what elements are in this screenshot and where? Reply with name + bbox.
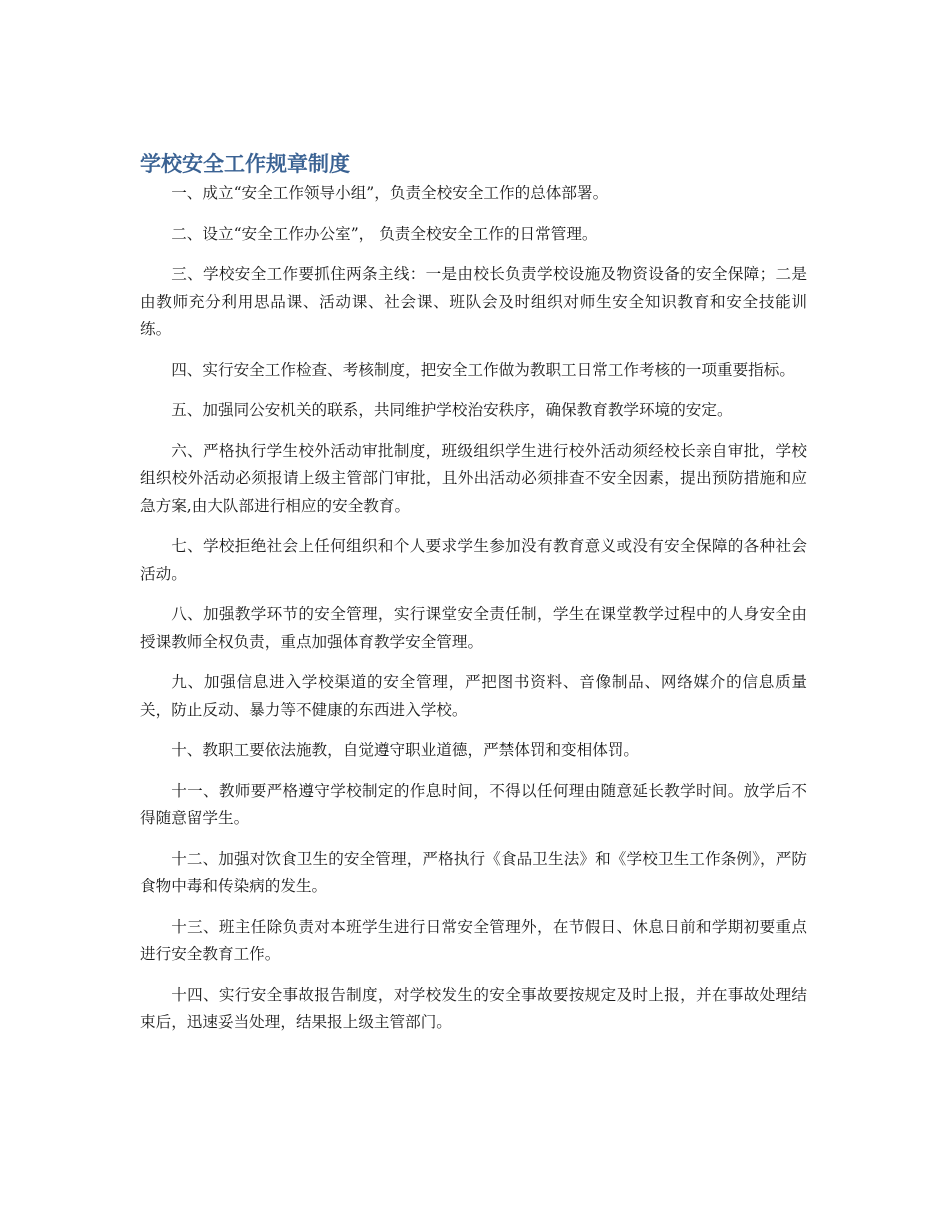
paragraph-11: 十一、教师要严格遵守学校制定的作息时间，不得以任何理由随意延长教学时间。放学后不得随意留学生。 <box>140 781 807 827</box>
paragraph-2: 二、设立“安全工作办公室”， 负责全校安全工作的日常管理。 <box>171 224 598 243</box>
paragraph-1: 一、成立“安全工作领导小组”，负责全校安全工作的总体部署。 <box>171 184 609 202</box>
paragraph-14: 十四、实行安全事故报告制度，对学校发生的安全事故要按规定及时上报，并在事故处理结束后，迅速妥当处理，结果报上级主管部门。 <box>140 985 807 1031</box>
paragraph-9: 九、加强信息进入学校渠道的安全管理，严把图书资料、音像制品、网络媒介的信息质量关，防止反动、暴力等不健康的东西进入学校。 <box>140 673 807 719</box>
paragraph-8: 八、加强教学环节的安全管理，实行课堂安全责任制，学生在课堂教学过程中的人身安全由授课教师全权负责，重点加强体育教学安全管理。 <box>140 605 807 651</box>
paragraph-6: 六、严格执行学生校外活动审批制度，班级组织学生进行校外活动须经校长亲自审批，学校组织校外活动必须报请上级主管部门审批，且外出活动必须排查不安全因素，提出预防措施和应急方案,由大队部进行相应的安全教育。 <box>140 441 807 515</box>
paragraph-12: 十二、加强对饮食卫生的安全管理，严格执行《食品卫生法》和《学校卫生工作条例》，严防食物中毒和传染病的发生。 <box>140 849 807 895</box>
document-content <box>140 150 807 1050</box>
paragraph-10: 十、教职工要依法施教，自觉遵守职业道德，严禁体罚和变相体罚。 <box>171 741 640 759</box>
paragraph-4: 四、实行安全工作检查、考核制度，把安全工作做为教职工日常工作考核的一项重要指标。 <box>171 360 795 379</box>
paragraph-7: 七、学校拒绝社会上任何组织和个人要求学生参加没有教育意义或没有安全保障的各种社会活动。 <box>140 537 807 583</box>
paragraph-13: 十三、班主任除负责对本班学生进行日常安全管理外，在节假日、休息日前和学期初要重点进行安全教育工作。 <box>140 917 807 963</box>
document-title: 学校安全工作规章制度 <box>140 152 350 176</box>
paragraph-3: 三、学校安全工作要抓住两条主线：一是由校长负责学校设施及物资设备的安全保障；二是由教师充分利用思品课、活动课、社会课、班队会及时组织对师生安全知识教育和安全技能训练。 <box>140 265 807 338</box>
paragraph-5: 五、加强同公安机关的联系，共同维护学校治安秩序，确保教育教学环境的安定。 <box>171 401 733 419</box>
